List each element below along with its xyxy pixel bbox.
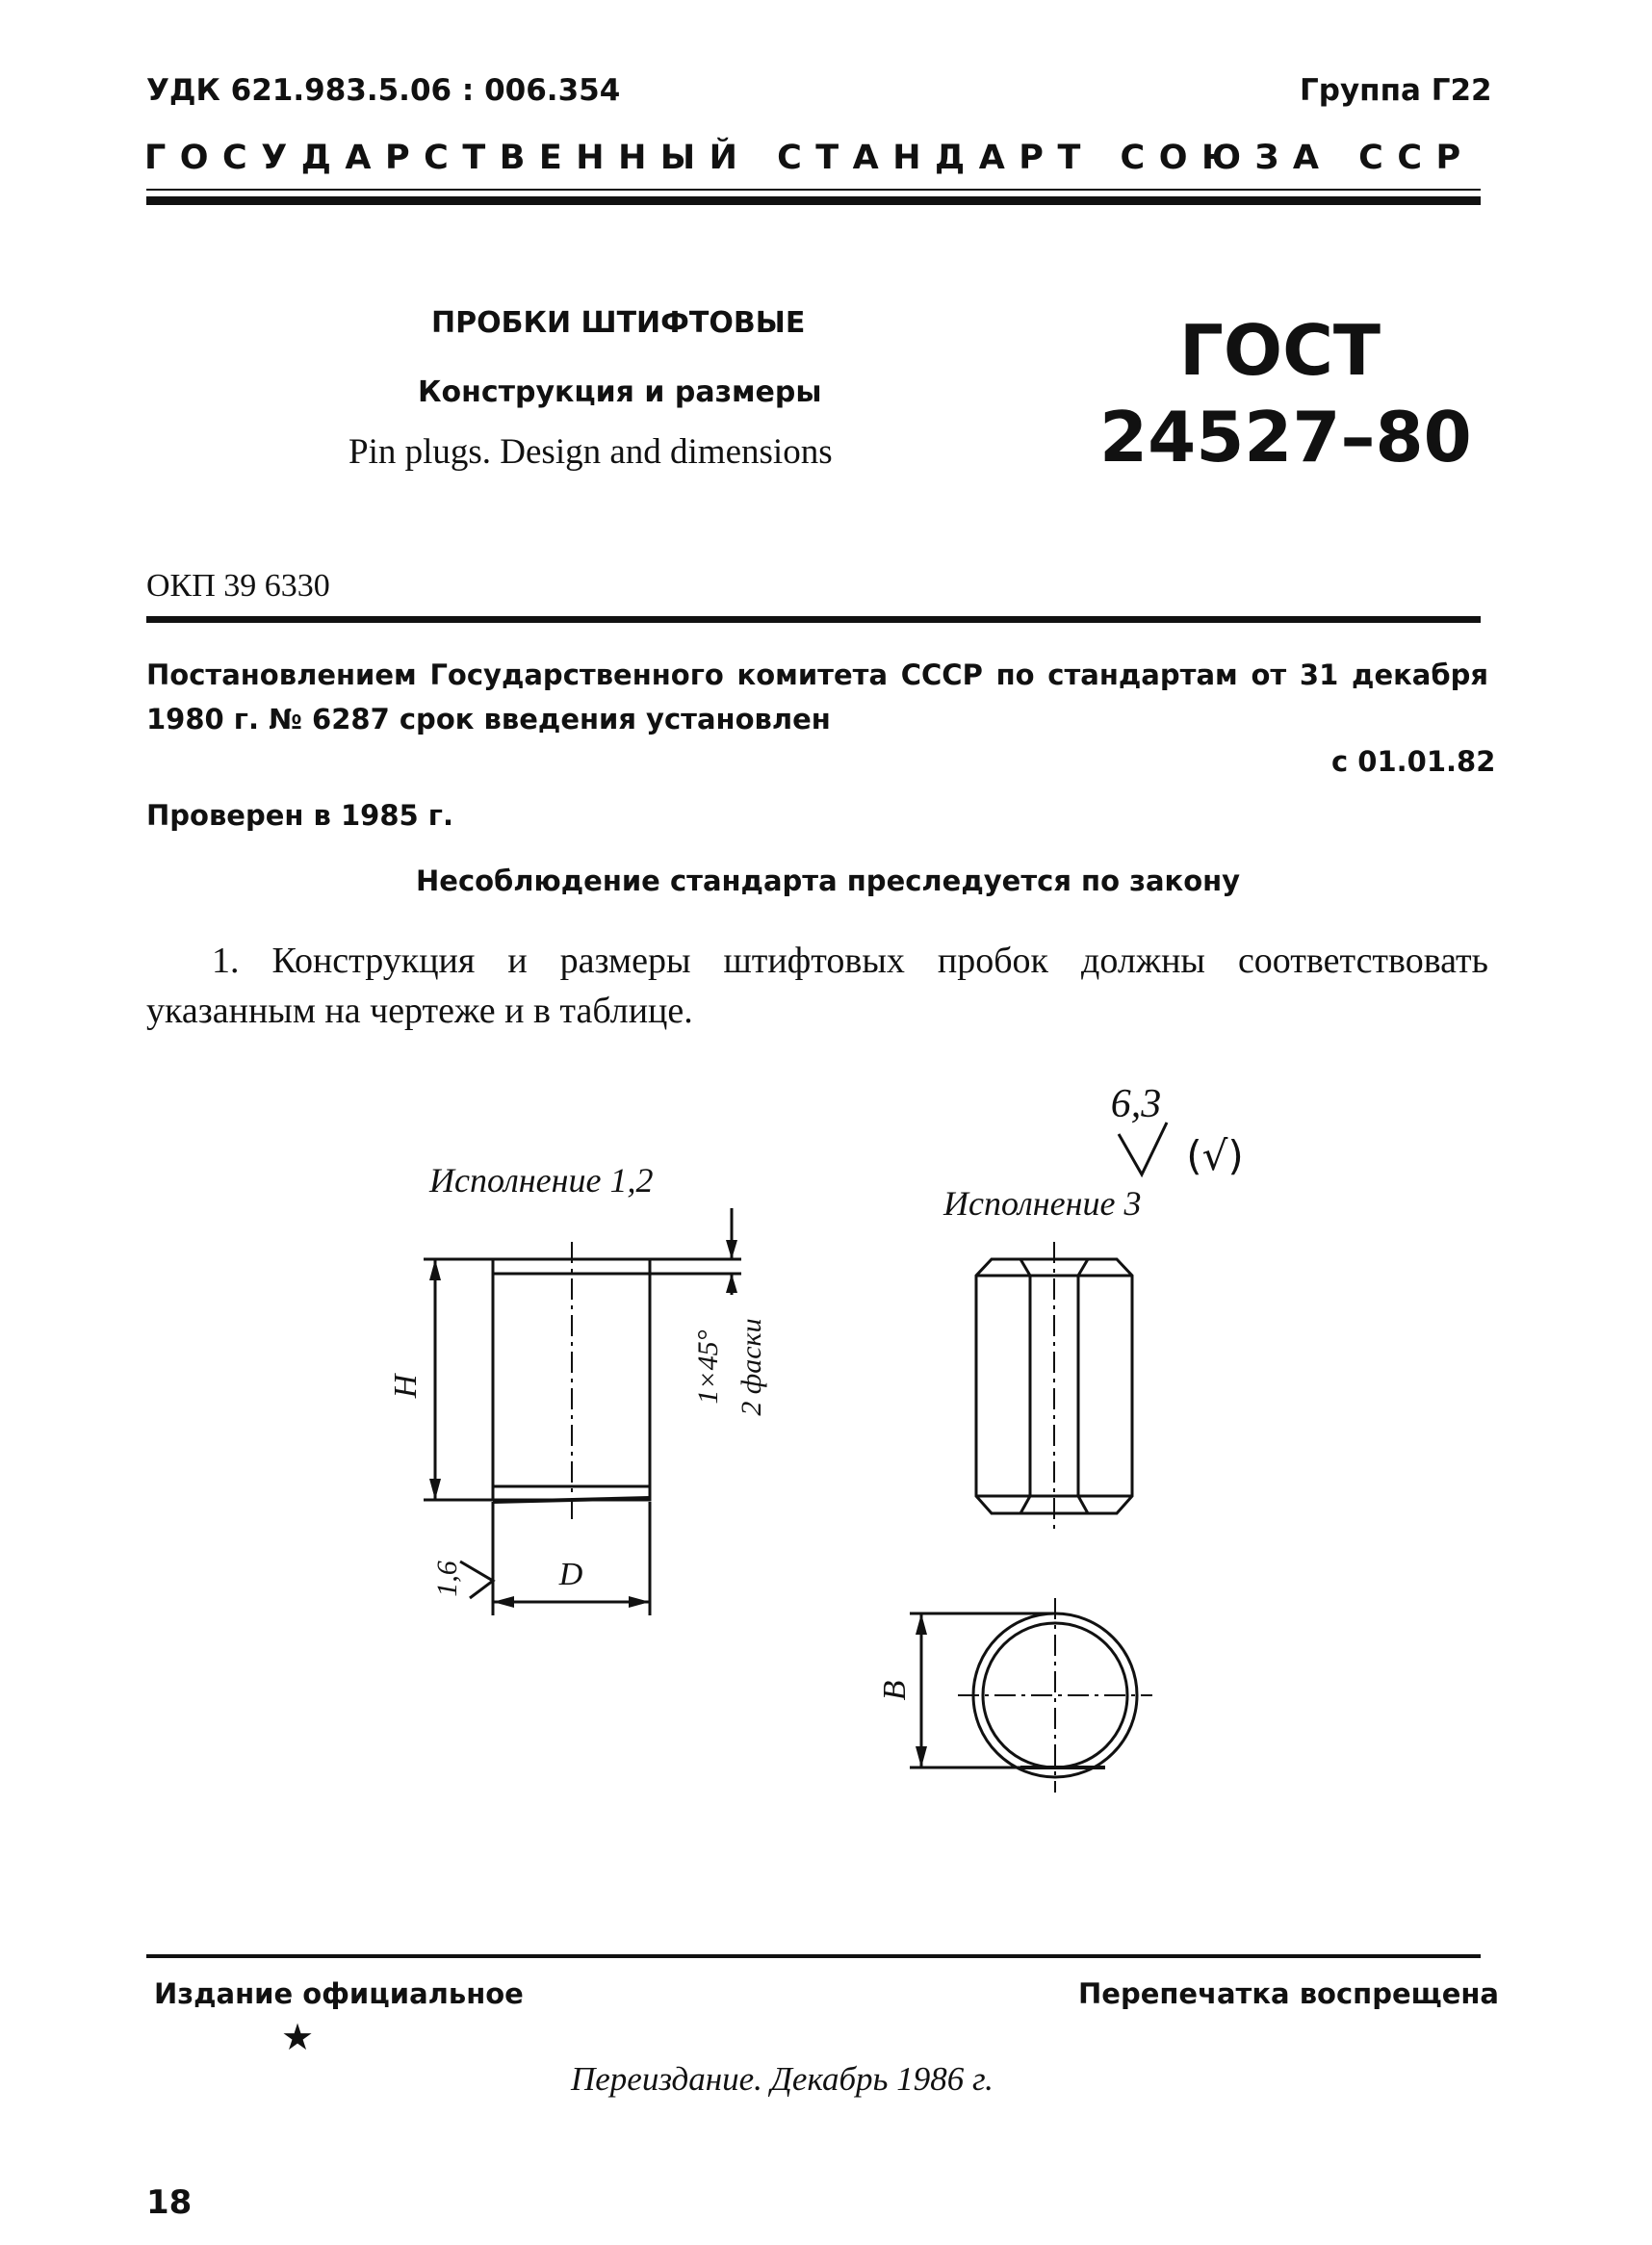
roughness-edge-label: 1,6 [431, 1561, 463, 1597]
udk-code: УДК 621.983.5.06 : 006.354 [146, 73, 621, 108]
plug-variant-3 [976, 1242, 1132, 1531]
official-edition: Издание официальное [154, 1977, 524, 2010]
variant-3-label: Исполнение 3 [943, 1184, 1142, 1223]
chamfer-size-label: 1×45° [692, 1329, 724, 1405]
plug-variant-12 [493, 1242, 650, 1519]
decree-text: Постановлением Государственного комитета СССР по стандартам от 31 декабря 1980 г. № 6287 срок введения установлен [146, 658, 1488, 735]
reissue-note: Переиздание. Декабрь 1986 г. [571, 2060, 994, 2098]
reprint-prohibited: Перепечатка воспрещена [1078, 1977, 1499, 2010]
group-code: Группа Г22 [1300, 73, 1492, 108]
plug-end-view [958, 1598, 1152, 1793]
checked-note: Проверен в 1985 г. [146, 799, 453, 832]
chamfer-dimension [650, 1208, 767, 1416]
roughness-other-label: (√) [1186, 1132, 1244, 1179]
page-number: 18 [146, 2183, 193, 2222]
standard-title-en: Pin plugs. Design and dimensions [348, 432, 833, 472]
dimension-h-label: H [388, 1374, 424, 1399]
roughness-general-symbol [1111, 1082, 1244, 1179]
roughness-edge-symbol [431, 1561, 493, 1598]
dimension-b [877, 1613, 1055, 1768]
star-icon: ★ [281, 2016, 315, 2058]
gost-label: ГОСТ [1179, 310, 1381, 391]
dimension-d-label: D [558, 1557, 583, 1592]
state-standard-banner: ГОСУДАРСТВЕННЫЙ СТАНДАРТ СОЮЗА ССР [144, 139, 1475, 177]
dimension-h [388, 1259, 493, 1500]
legal-notice: Несоблюдение стандарта преследуется по закону [416, 864, 1241, 897]
gost-number: 24527–80 [1099, 397, 1472, 477]
variant-12-label: Исполнение 1,2 [429, 1161, 654, 1200]
okp-code: ОКП 39 6330 [146, 568, 330, 604]
dimension-b-label: B [877, 1680, 913, 1701]
standard-subtitle-ru: Конструкция и размеры [418, 375, 822, 409]
chamfer-count-label: 2 фаски [736, 1318, 767, 1416]
standard-title-ru: ПРОБКИ ШТИФТОВЫЕ [431, 306, 806, 340]
decree-date: с 01.01.82 [1331, 745, 1496, 778]
footer-rule [146, 1954, 1481, 1958]
roughness-general-label: 6,3 [1110, 1082, 1162, 1126]
paragraph-1: 1. Конструкция и размеры штифтовых пробок должны соответствовать указанным на чертеже и в таблице. [146, 941, 1488, 1031]
